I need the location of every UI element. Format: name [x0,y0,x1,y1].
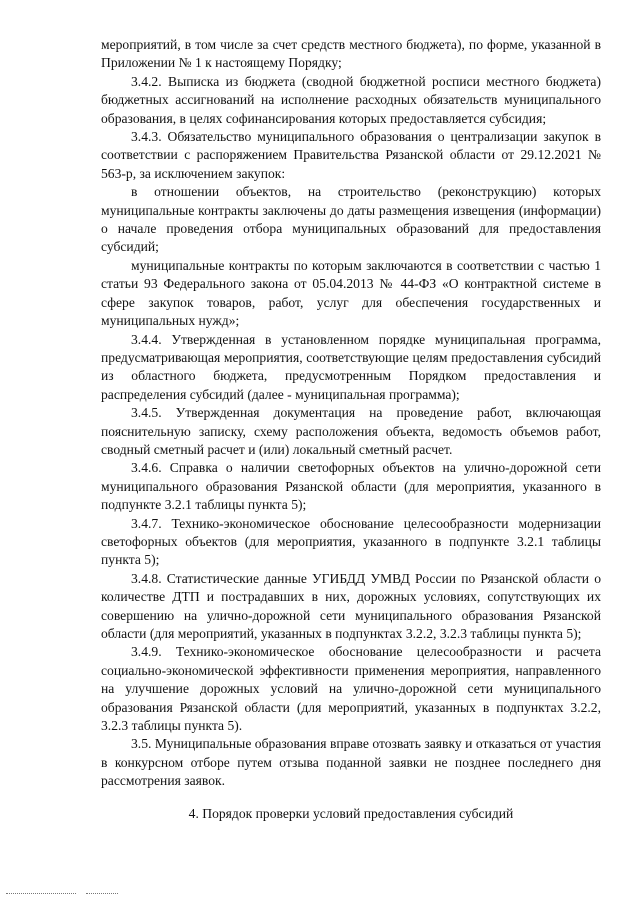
paragraph-3-4-3: 3.4.3. Обязательство муниципального образования о централизации закупок в соответствии с распоряжением Правительства Рязанской области от 29.12.2021 № 563-р, за исключением закупок: [101,129,601,181]
paragraph-3-4-6: 3.4.6. Справка о наличии светофорных объектов на улично-дорожной сети муниципального образования Рязанской области (для мероприятия, указанного в подпункте 3.2.1 таблицы пункта 5); [101,460,601,513]
paragraph-3-4-7: 3.4.7. Технико-экономическое обоснование целесообразности модернизации светофорных объектов (для мероприятия, указанного в подпункте 3.2.1 таблицы пункта 5); [101,515,601,568]
paragraph-3-4-9: 3.4.9. Технико-экономическое обоснование целесообразности и расчета социально-экономической эффективности применения мероприятия, направленного на улучшение дорожных условий на улично-дорожной сети муниципального образования Рязанской области (для мероприятий, указанных в подпунктах 3.2.2, 3.2.3 таблицы пункта 5). [101,644,601,734]
paragraph-3-4-5: 3.4.5. Утвержденная документация на проведение работ, включающая пояснительную записку, схему расположения объекта, ведомость объемов работ, сводный сметный расчет и (или) локальный сметный расчет. [101,405,601,457]
document-page [101,36,601,823]
paragraph-3-4-8: 3.4.8. Статистические данные УГИБДД УМВД России по Рязанской области о количестве ДТП и пострадавших в них, дорожных условиях, сопутствующих их совершению на улично-дорожной сети муниципального образования Рязанской области (для мероприятий, указанных в подпунктах 3.2.2, 3.2.3 таблицы пункта 5); [101,570,601,641]
paragraph-3-4-2: 3.4.2. Выписка из бюджета (сводной бюджетной росписи местного бюджета) бюджетных ассигнований на исполнение расходных обязательств муниципального образования, в целях софинансирования которых предоставляется субсидия; [101,73,601,126]
paragraph-exception-objects: в отношении объектов, на строительство (реконструкцию) которых муниципальные контракты заключены до даты размещения извещения (информации) о начале проведения отбора муниципальных образований для предоставления субсидий; [101,184,601,255]
paragraph-exception-contracts: муниципальные контракты по которым заключаются в соответствии с частью 1 статьи 93 Федерального закона от 05.04.2013 № 44-ФЗ «О контрактной системе в сфере закупок товаров, работ, услуг для обеспечения государственных и муниципальных нужд»; [101,257,601,329]
paragraph-3-4-4: 3.4.4. Утвержденная в установленном порядке муниципальная программа, предусматривающая мероприятия, соответствующие целям предоставления субсидий из областного бюджета, предусмотренным Порядком предоставления и распределения субсидий (далее - муниципальная программа); [101,331,601,402]
footer-divider [0,893,640,899]
paragraph-continuation: мероприятий, в том числе за счет средств местного бюджета), по форме, указанной в Приложении № 1 к настоящему Порядку; [101,37,601,71]
paragraph-3-5: 3.5. Муниципальные образования вправе отозвать заявку и отказаться от участия в конкурсном отборе путем отзыва поданной заявки не позднее последнего дня рассмотрения заявок. [101,736,601,789]
footer-divider-segment [6,893,76,894]
footer-divider-segment [86,893,118,894]
section-heading: 4. Порядок проверки условий предоставления субсидий [188,805,514,821]
